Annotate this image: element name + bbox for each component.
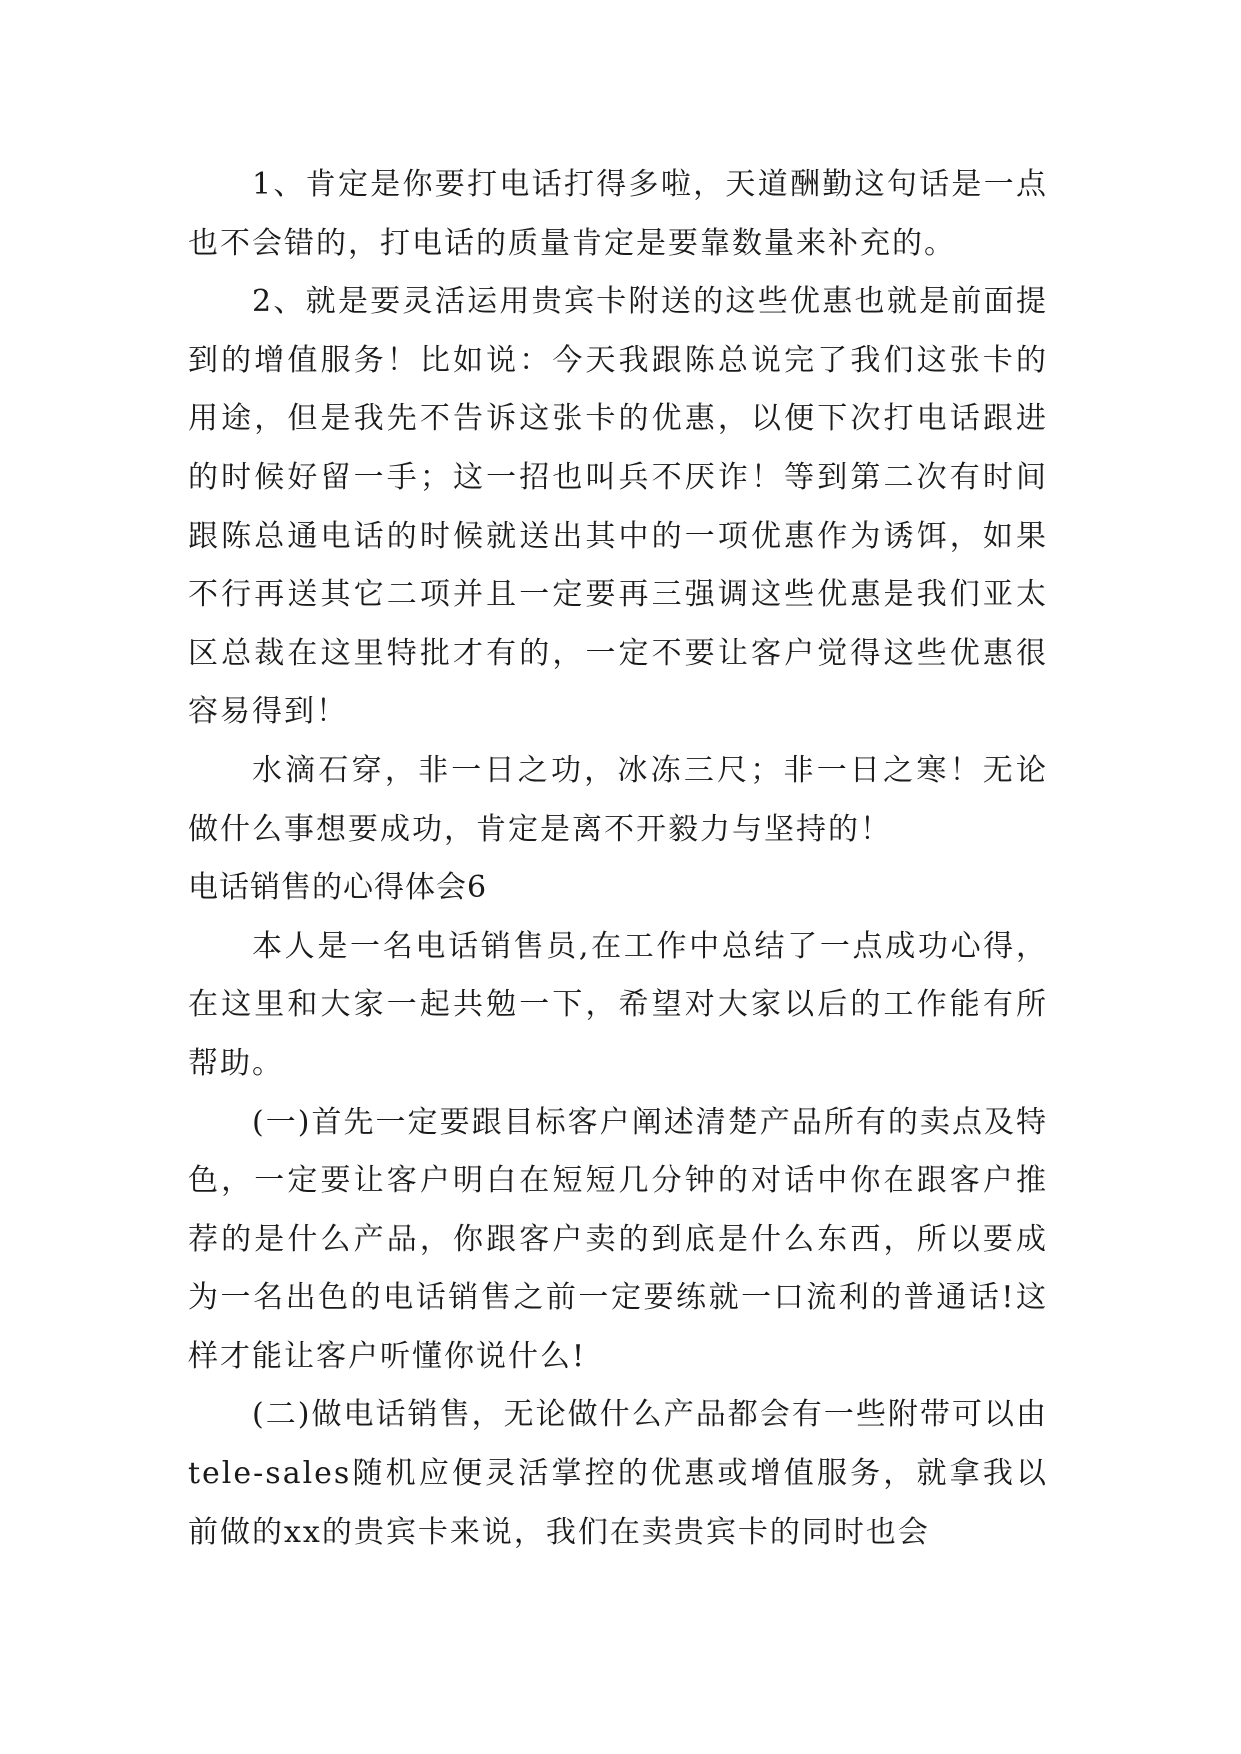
section-paragraph-2: (一)首先一定要跟目标客户阐述清楚产品所有的卖点及特色，一定要让客户明白在短短几分钟的对话中你在跟客户推荐的是什么产品，你跟客户卖的到底是什么东西，所以要成为一名出色的电话销售之前一定要练就一口流利的普通话!这样才能让客户听懂你说什么!: [188, 1104, 1048, 1374]
paragraph-3: 水滴石穿，非一日之功，冰冻三尺；非一日之寒！无论做什么事想要成功，肯定是离不开毅力与坚持的！: [188, 752, 1048, 847]
document-body: [188, 156, 1048, 1562]
paragraph-1: 1、肯定是你要打电话打得多啦，天道酬勤这句话是一点也不会错的，打电话的质量肯定是要靠数量来补充的。: [188, 167, 1048, 261]
section-paragraph-1: 本人是一名电话销售员,在工作中总结了一点成功心得，在这里和大家一起共勉一下，希望对大家以后的工作能有所帮助。: [188, 928, 1048, 1081]
section-paragraph-3: (二)做电话销售，无论做什么产品都会有一些附带可以由tele-sales随机应便灵活掌控的优惠或增值服务，就拿我以前做的xx的贵宾卡来说，我们在卖贵宾卡的同时也会: [188, 1397, 1048, 1550]
section-title: 电话销售的心得体会6: [188, 870, 488, 906]
paragraph-2: 2、就是要灵活运用贵宾卡附送的这些优惠也就是前面提到的增值服务！比如说：今天我跟陈总说完了我们这张卡的用途，但是我先不告诉这张卡的优惠，以便下次打电话跟进的时候好留一手；这一招也叫兵不厌诈！等到第二次有时间跟陈总通电话的时候就送出其中的一项优惠作为诱饵，如果不行再送其它二项并且一定要再三强调这些优惠是我们亚太区总裁在这里特批才有的，一定不要让客户觉得这些优惠很容易得到！: [188, 284, 1048, 730]
